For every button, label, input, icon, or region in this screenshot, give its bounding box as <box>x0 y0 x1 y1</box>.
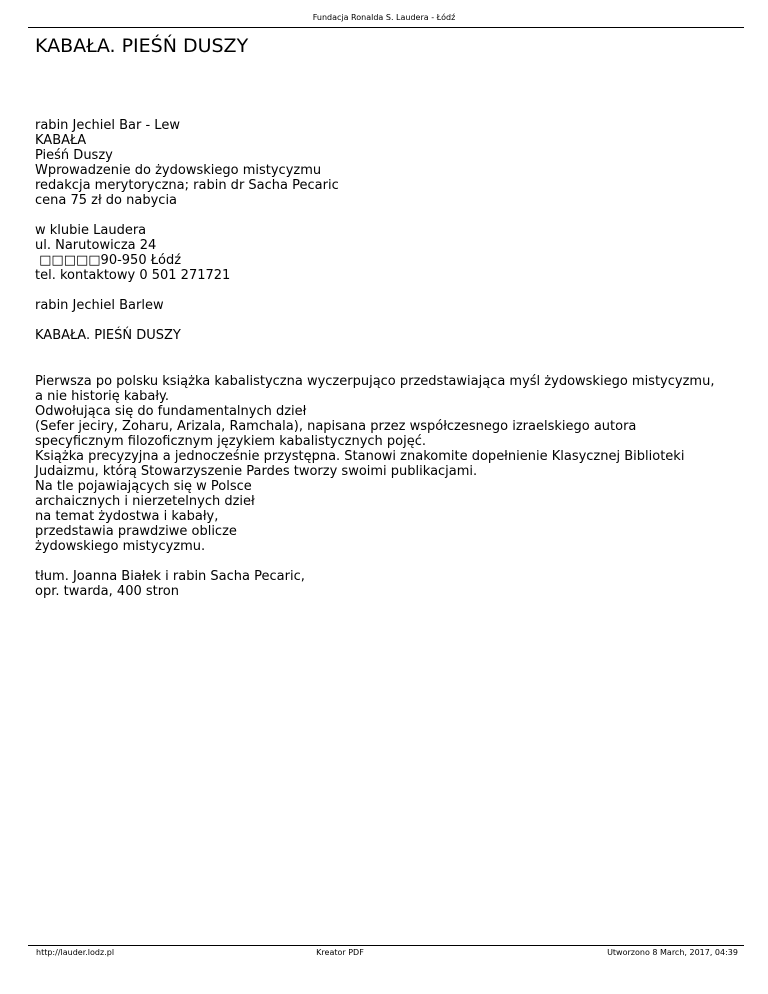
book-info-line: cena 75 zł do nabycia <box>35 193 178 208</box>
description-line: Judaizmu, którą Stowarzyszenie Pardes tworzy swoimi publikacjami. <box>35 464 478 479</box>
book-info-line: Pieśń Duszy <box>35 148 113 163</box>
book-info-line: KABAŁA <box>35 133 87 148</box>
footer-generator: Kreator PDF <box>316 948 364 957</box>
author-line <box>35 298 735 313</box>
page-title: KABAŁA. PIEŚŃ DUSZY <box>35 35 249 57</box>
footer-created-date: Utworzono 8 March, 2017, 04:39 <box>607 948 738 957</box>
description-line: przedstawia prawdziwe oblicze <box>35 524 237 539</box>
description-line: Pierwsza po polsku książka kabalistyczna wyczerpująco przedstawiająca myśl żydowskiego mistycyzmu, <box>35 374 715 389</box>
page-header: Fundacja Ronalda S. Laudera - Łódź <box>312 13 456 22</box>
book-subtitle: KABAŁA. PIEŚŃ DUSZY <box>35 328 181 343</box>
footer-url: http://lauder.lodz.pl <box>36 948 115 957</box>
description-line: Odwołująca się do fundamentalnych dzieł <box>35 404 307 419</box>
description-line: a nie historię kabały. <box>35 389 169 404</box>
description-line: archaicznych i nierzetelnych dzieł <box>35 494 255 509</box>
header-divider <box>28 27 744 28</box>
location-line: □□□□□90-950 Łódź <box>35 253 182 268</box>
footer-divider <box>28 945 744 946</box>
translation-line: opr. twarda, 400 stron <box>35 584 179 599</box>
location-line: tel. kontaktowy 0 501 271721 <box>35 268 231 283</box>
description-line: (Sefer jeciry, Zoharu, Arizala, Ramchala), napisana przez współczesnego izraelskiego autora <box>35 419 637 434</box>
translation-line: tłum. Joanna Białek i rabin Sacha Pecaric, <box>35 569 305 584</box>
description-line: Na tle pojawiających się w Polsce <box>35 479 252 494</box>
description-line: specyficznym filozoficznym językiem kabalistycznych pojęć. <box>35 434 427 449</box>
book-info-line: redakcja merytoryczna; rabin dr Sacha Pecaric <box>35 178 339 193</box>
translation-block <box>35 569 735 599</box>
subtitle-block <box>35 328 735 343</box>
description-line: Książka precyzyjna a jednocześnie przystępna. Stanowi znakomite dopełnienie Klasycznej Biblioteki <box>35 449 685 464</box>
description-line: żydowskiego mistycyzmu. <box>35 539 206 554</box>
location-line: ul. Narutowicza 24 <box>35 238 157 253</box>
book-info-line: rabin Jechiel Bar - Lew <box>35 118 180 133</box>
author-name: rabin Jechiel Barlew <box>35 298 164 313</box>
description-block <box>35 374 735 554</box>
description-line: na temat żydostwa i kabały, <box>35 509 219 524</box>
book-info-block <box>35 118 735 208</box>
article-body <box>35 118 735 599</box>
book-info-line: Wprowadzenie do żydowskiego mistycyzmu <box>35 163 322 178</box>
location-line: w klubie Laudera <box>35 223 147 238</box>
location-block <box>35 223 735 283</box>
